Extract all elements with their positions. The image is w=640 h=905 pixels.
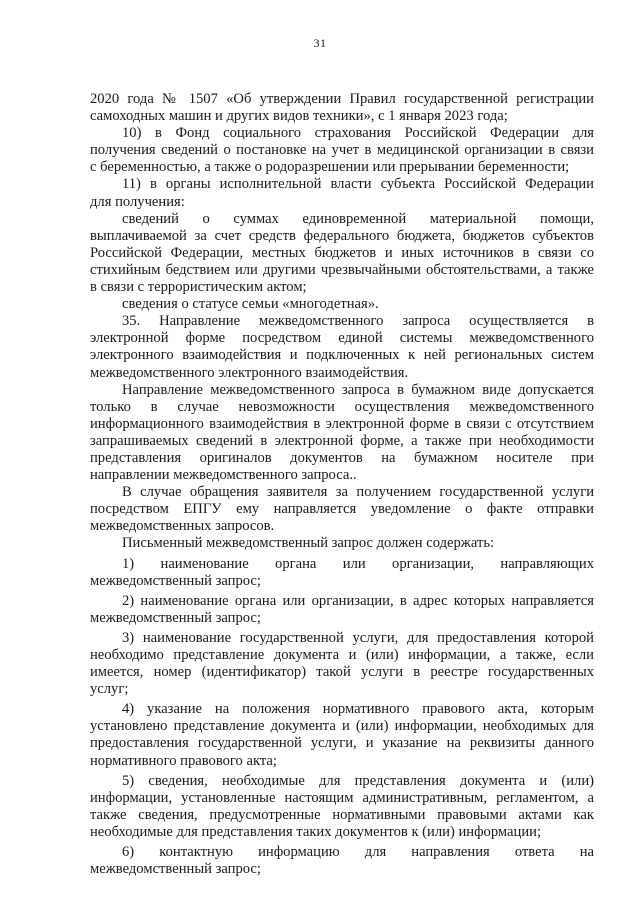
text-line: межведомственного электронного взаимодействия. [90, 364, 409, 381]
text-line: 5) сведения, необходимые для представления документа и (или) [122, 772, 594, 789]
text-line: необходимо представление документа и (или) информации, а также, если [90, 647, 594, 663]
text-line: получения сведений о постановке на учет в медицинской организации в связи [90, 142, 594, 159]
text-line: направлении межведомственного запроса.. [90, 467, 357, 484]
text-line: 35. Направление межведомственного запроса осуществляется в [122, 313, 594, 330]
text-line: самоходных машин и других видов техники», с 1 января 2023 года; [90, 108, 508, 125]
text-line: с беременностью, а также о родоразрешении или прерывании беременности; [90, 159, 570, 176]
text-line: нормативного правового акта; [90, 752, 277, 769]
text-line: выплачиваемой за счет средств федерального бюджета, бюджетов субъектов [90, 227, 594, 244]
text-line: информации, установленные настоящим административным, регламентом, а [90, 789, 594, 806]
text-line: 1) наименование органа или организации, направляющих [122, 555, 594, 572]
text-line: стихийным бедствием или другими чрезвычайными обстоятельствами, а также [90, 261, 594, 278]
text-line: Направление межведомственного запроса в бумажном виде допускается [122, 381, 594, 398]
text-line: 10) в Фонд социального страхования Российской Федерации для [122, 125, 594, 142]
text-line: имеется, номер (идентификатор) такой услуги в реестре государственных [90, 664, 594, 681]
text-line: установлено представление документа и (или) информации, необходимых для [90, 718, 594, 735]
text-line: Письменный межведомственный запрос должен содержать: [122, 535, 495, 552]
text-line: межведомственный запрос; [90, 861, 261, 878]
text-line: предоставления государственной услуги, и указание на реквизиты данного [90, 735, 594, 752]
text-line: только в случае невозможности осуществления межведомственного [90, 398, 594, 415]
text-line: электронной форме посредством единой системы межведомственного [90, 330, 594, 347]
text-line: межведомственный запрос; [90, 572, 261, 589]
text-line: услуг; [90, 681, 129, 698]
text-line: в связи с террористическим актом; [90, 279, 307, 296]
text-line: электронного взаимодействия и подключенных к ней региональных систем [90, 347, 594, 364]
document-body [90, 91, 594, 878]
text-line: сведений о суммах единовременной материальной помощи, [122, 210, 594, 227]
text-line: представления оригиналов документов на бумажном носителе при [90, 449, 594, 466]
text-line: информационного взаимодействия в электронной форме в связи с отсутствием [90, 415, 594, 432]
text-line: 2) наименование органа или организации, в адрес которых направляется [122, 592, 594, 609]
text-line: 4) указание на положения нормативного правового акта, которым [122, 701, 594, 718]
text-line: 2020 года № 1507 «Об утверждении Правил государственной регистрации [90, 91, 594, 107]
text-line: межведомственных запросов. [90, 518, 275, 535]
text-line: также сведения, предусмотренные нормативными правовыми актами как [90, 806, 594, 823]
text-line: 11) в органы исполнительной власти субъекта Российской Федерации [122, 176, 594, 193]
text-line: для получения: [90, 193, 185, 210]
page-number: 31 [313, 36, 327, 50]
text-line: запрашиваемых сведений в электронной форме, а также при необходимости [90, 432, 594, 449]
text-line: В случае обращения заявителя за получением государственной услуги [122, 484, 594, 501]
text-line: 3) наименование государственной услуги, для предоставления которой [122, 629, 594, 646]
text-line: сведения о статусе семьи «многодетная». [122, 296, 379, 313]
text-line: межведомственный запрос; [90, 609, 261, 626]
text-line: 6) контактную информацию для направления ответа на [122, 844, 594, 861]
text-line: необходимые для представления таких документов к (или) информации; [90, 823, 541, 840]
text-line: посредством ЕПГУ ему направляется уведомление о факте отправки [90, 501, 594, 518]
text-line: Российской Федерации, местных бюджетов и иных источников в связи со [90, 244, 594, 261]
